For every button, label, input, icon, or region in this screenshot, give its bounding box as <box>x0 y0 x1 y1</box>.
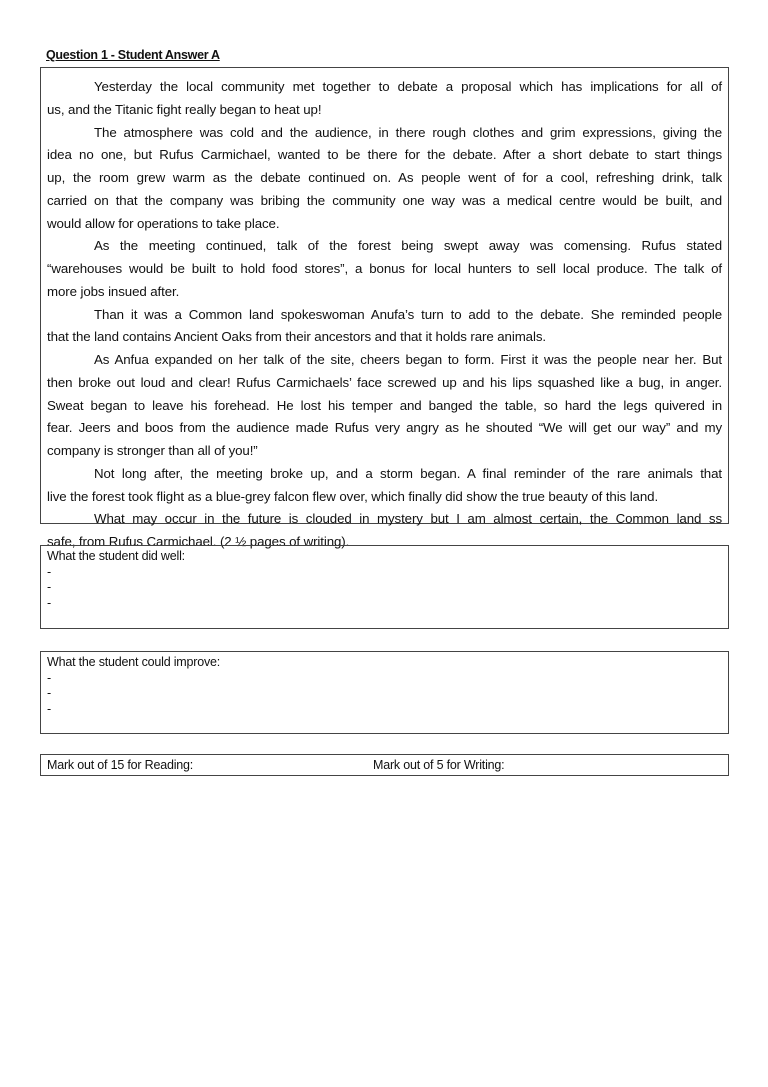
could-improve-bullet: - <box>47 670 51 685</box>
essay-line: As Anfua expanded on her talk of the site, cheers began to form. First it was the people near her. But <box>94 352 722 367</box>
could-improve-bullet: - <box>47 686 51 700</box>
essay-line: The atmosphere was cold and the audience, in there rough clothes and grim expressions, giving the <box>94 124 722 140</box>
did-well-bullet: - <box>47 595 51 610</box>
essay-line: Not long after, the meeting broke up, and a storm began. A final reminder of the rare animals that <box>94 465 722 481</box>
did-well-bullet: - <box>47 580 51 594</box>
could-improve-label: What the student could improve: <box>47 655 221 669</box>
essay-line: company is stronger than all of you!” <box>47 443 258 458</box>
essay-line: Sweat began to leave his forehead. He lost his temper and banged the table, so hard the legs quivered in <box>47 397 722 413</box>
did-well-label: What the student did well: <box>47 549 185 563</box>
did-well-bullet: - <box>47 564 51 579</box>
essay-line: idea no one, but Rufus Carmichael, wanted to be there for the debate. After a short debate to start things <box>47 147 722 163</box>
essay-line: safe, from Rufus Carmichael. (2 ½ pages of writing). <box>47 534 350 549</box>
essay-line: that the land contains Ancient Oaks from their ancestors and that it holds rare animals. <box>47 329 546 345</box>
essay-line: us, and the Titanic fight really began to heat up! <box>47 101 322 117</box>
essay-line: What may occur in the future is clouded in mystery but I am almost certain, the Common land ss <box>94 511 722 527</box>
essay-line: more jobs insued after. <box>47 283 180 299</box>
essay-line: fear. Jeers and boos from the audience made Rufus very angry as he shouted “We will get our way” and my <box>47 420 722 436</box>
essay-line: As the meeting continued, talk of the forest being swept away was comensing. Rufus stated <box>94 238 722 254</box>
essay-line: Than it was a Common land spokeswoman Anufa’s turn to add to the debate. She reminded people <box>94 306 722 322</box>
essay-line: live the forest took flight as a blue-grey falcon flew over, which finally did show the true beauty of this land. <box>47 488 659 504</box>
essay-line: up, the room grew warm as the debate continued on. As people went of for a cool, refreshing drink, talk <box>47 170 722 185</box>
reading-mark-label: Mark out of 15 for Reading: <box>47 758 194 772</box>
did-well-box <box>40 545 729 629</box>
essay-line: would allow for operations to take place. <box>47 215 280 231</box>
marks-box <box>40 754 729 776</box>
document-title: Question 1 - Student Answer A <box>46 48 220 62</box>
student-answer-box <box>40 67 729 549</box>
could-improve-bullet: - <box>47 701 51 716</box>
writing-mark-label: Mark out of 5 for Writing: <box>373 758 505 772</box>
essay-line: “warehouses would be built to hold food stores”, a bonus for local hunters to sell local produce. The talk of <box>47 261 722 276</box>
essay-line: carried on that the company was bribing the community one way was a medical centre would be built, and <box>47 192 722 208</box>
essay-line: Yesterday the local community met together to debate a proposal which has implications for all of <box>94 79 722 94</box>
essay-line: then broke out loud and clear! Rufus Carmichaels’ face screwed up and his lips squashed like a bug, in anger. <box>47 374 722 390</box>
could-improve-box <box>40 651 729 734</box>
